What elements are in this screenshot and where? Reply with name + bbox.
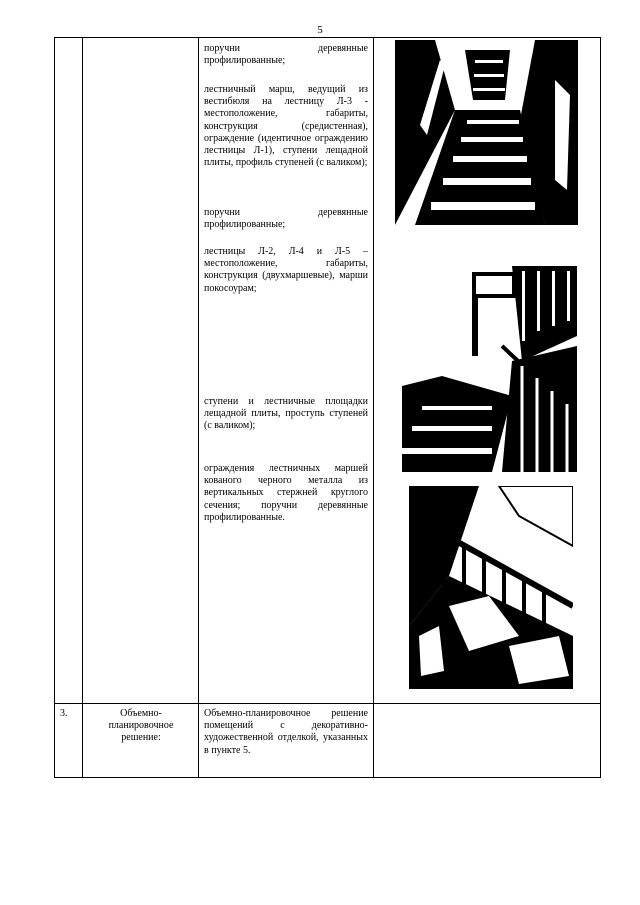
paragraph: ступени и лестничные площадки лещадной плиты, проступь ступеней (с валиком); [204, 396, 368, 432]
table-border-top [54, 37, 601, 38]
row3-number: 3. [60, 708, 68, 719]
text-handrails-2 [204, 207, 368, 231]
row3-name: Объемно-планировочное решение: [108, 708, 174, 744]
table-border-left [54, 37, 55, 778]
table-border-right [600, 37, 601, 778]
table-row-divider [54, 703, 601, 704]
paragraph: лестницы Л-2, Л-4 и Л-5 – местоположение, габариты, конструкция (двухмаршевые), марши покосоурам; [204, 246, 368, 294]
paragraph: поручни деревянные профилированные; [204, 207, 368, 231]
table-border-bottom [54, 777, 601, 778]
paragraph: ограждения лестничных маршей кованого черного металла из вертикальных стержней круглого сечения; поручни деревянные профилированные. [204, 463, 368, 523]
text-stairs-l2-l4-l5 [204, 246, 368, 295]
text-handrails-1 [204, 43, 368, 67]
text-railings [204, 463, 368, 524]
staircase-photo-1 [395, 40, 578, 225]
text-steps-landings [204, 396, 368, 433]
table-col-divider-2 [198, 37, 199, 778]
staircase-photo-3 [409, 486, 573, 689]
paragraph: лестничный марш, ведущий из вестибюля на лестницу Л-3 - местоположение, габариты, конструкция (средистенная), ограждение (идентичное ограждению лестницы Л-1), ступени лещадной плиты, профиль ступеней (с валиком); [204, 84, 368, 169]
page-number: 5 [317, 24, 323, 36]
paragraph: поручни деревянные профилированные; [204, 43, 368, 67]
staircase-photo-2 [402, 266, 577, 472]
row3-description: Объемно-планировочное решение помещений с декоративно-художественной отделкой, указанных в пункте 5. [204, 708, 368, 756]
table-col-divider-3 [373, 37, 374, 778]
text-flight-l3 [204, 84, 368, 169]
table-col-divider-1 [82, 37, 83, 778]
